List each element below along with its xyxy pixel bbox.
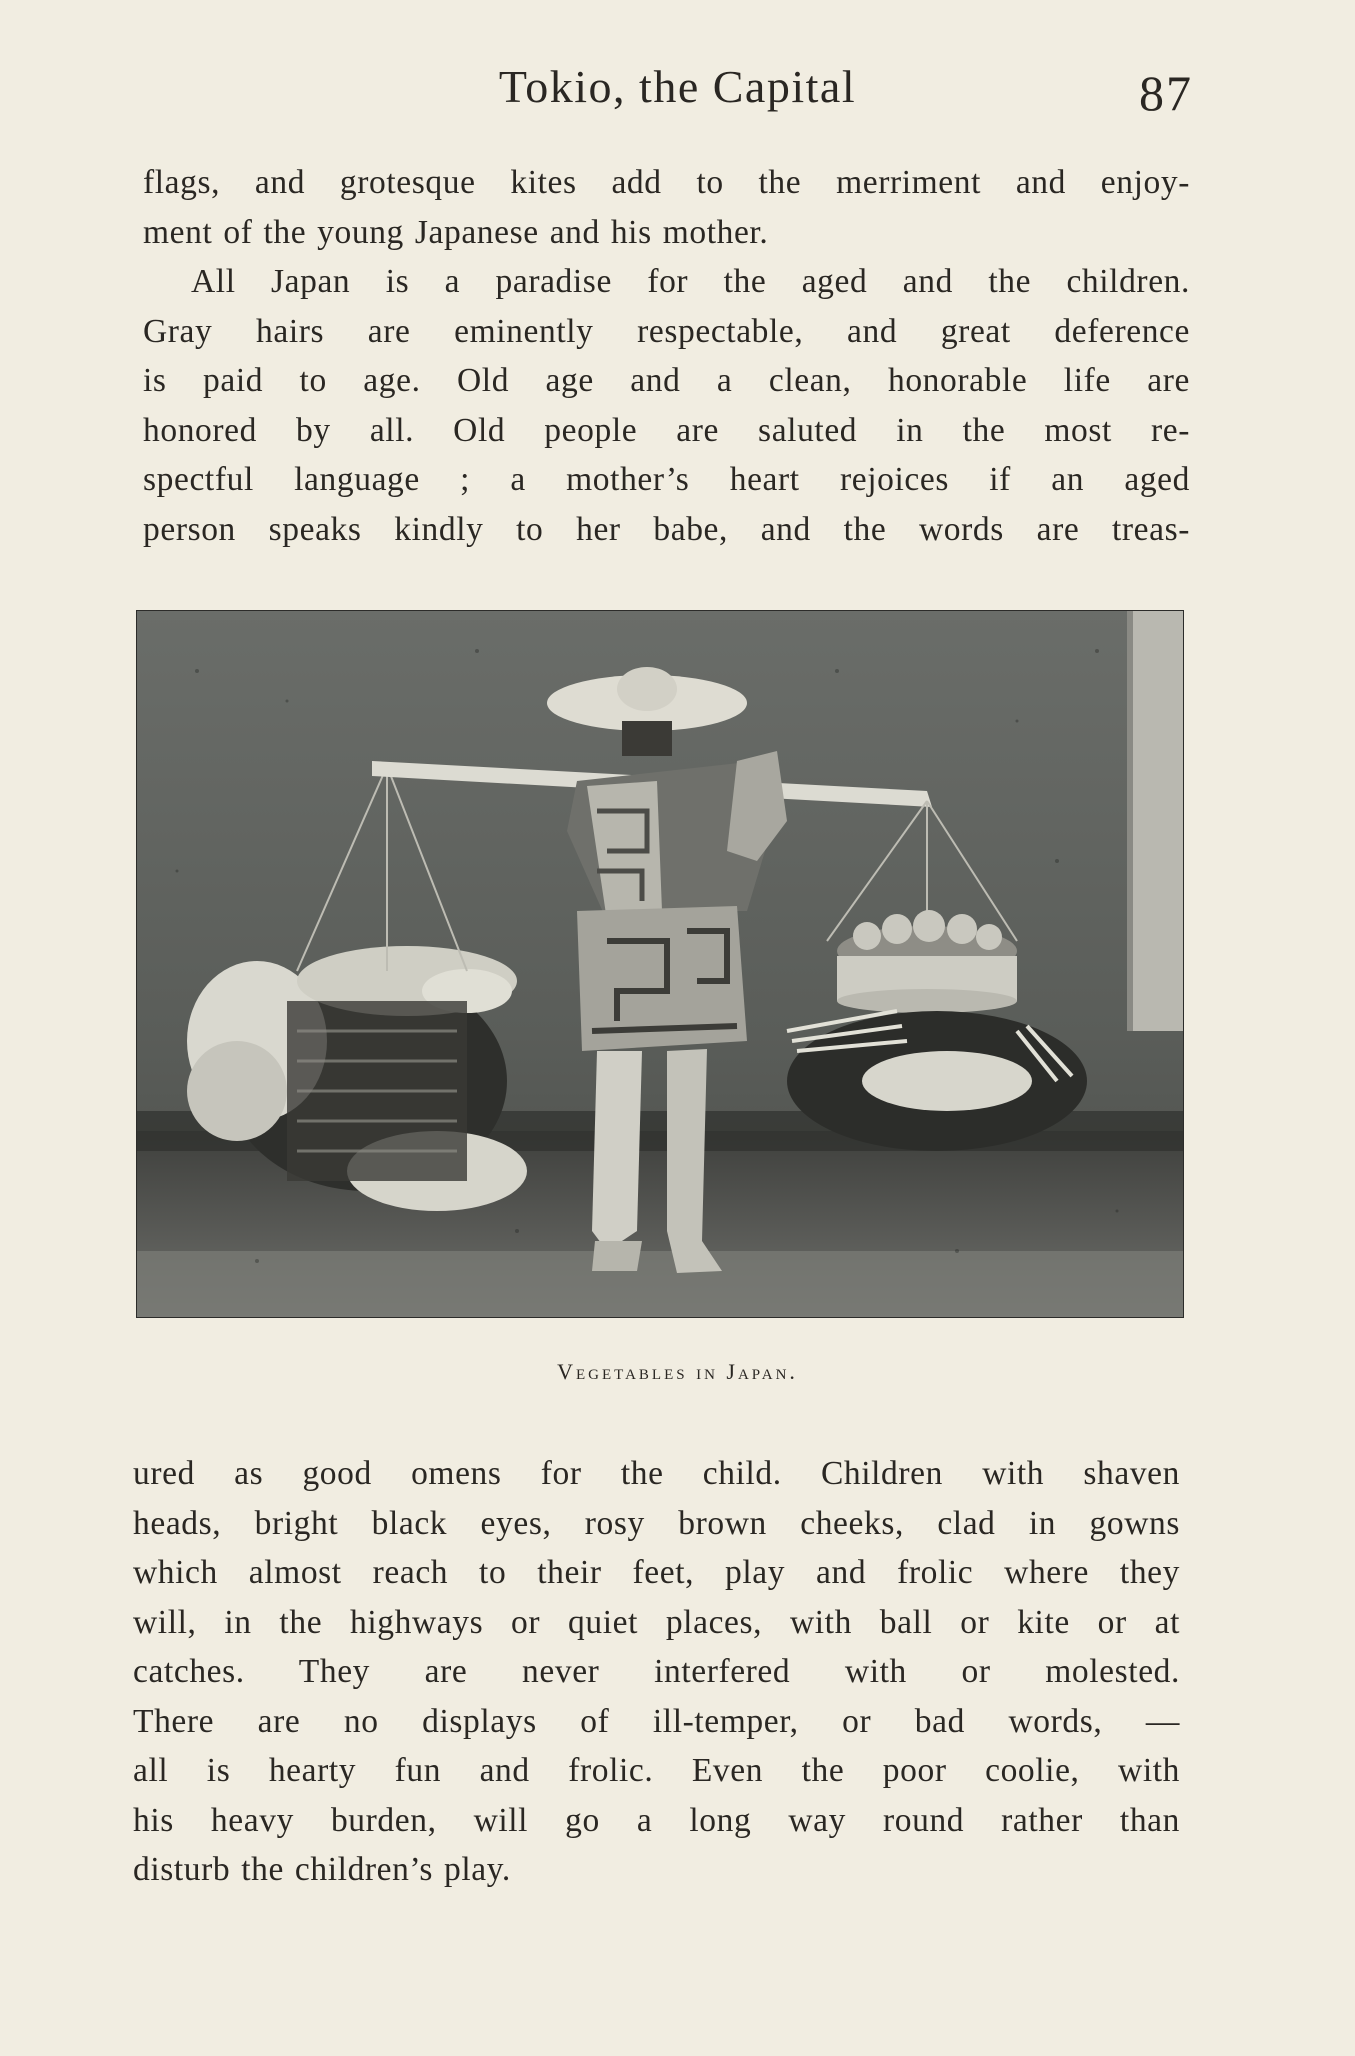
- running-title: Tokio, the Capital: [498, 61, 857, 112]
- text-line: flags, and grotesque kites add to the merriment and enjoy-: [143, 164, 1190, 201]
- text-line: ured as good omens for the child. Children with shaven: [133, 1455, 1180, 1492]
- bottom-paragraph: [133, 1449, 1180, 1895]
- text-line: There are no displays of ill-temper, or bad words, —: [133, 1702, 1180, 1740]
- top-paragraph: [143, 158, 1190, 554]
- page-number: 87: [1139, 65, 1193, 121]
- text-line: Gray hairs are eminently respectable, and great deference: [143, 312, 1190, 350]
- photograph-vegetable-seller: [136, 610, 1184, 1318]
- text-line: person speaks kindly to her babe, and the words are treas-: [143, 510, 1190, 548]
- text-line: heads, bright black eyes, rosy brown cheeks, clad in gowns: [133, 1504, 1180, 1542]
- text-line: is paid to age. Old age and a clean, honorable life are: [143, 362, 1190, 399]
- text-line: all is hearty fun and frolic. Even the poor coolie, with: [133, 1752, 1180, 1789]
- text-line: his heavy burden, will go a long way round rather than: [133, 1801, 1180, 1839]
- text-line: which almost reach to their feet, play and frolic where they: [133, 1554, 1180, 1591]
- photograph-illustration: [137, 611, 1183, 1317]
- figure-caption: Vegetables in Japan.: [557, 1359, 798, 1384]
- text-line: spectful language ; a mother’s heart rejoices if an aged: [143, 461, 1190, 498]
- text-line: ment of the young Japanese and his mother.: [143, 213, 769, 251]
- text-line: catches. They are never interfered with or molested.: [133, 1653, 1180, 1690]
- text-line: All Japan is a paradise for the aged and the children.: [191, 263, 1190, 300]
- text-line: honored by all. Old people are saluted in the most re-: [143, 411, 1190, 449]
- text-line: will, in the highways or quiet places, with ball or kite or at: [133, 1603, 1180, 1641]
- text-line: disturb the children’s play.: [133, 1851, 511, 1888]
- running-head: [0, 60, 1355, 120]
